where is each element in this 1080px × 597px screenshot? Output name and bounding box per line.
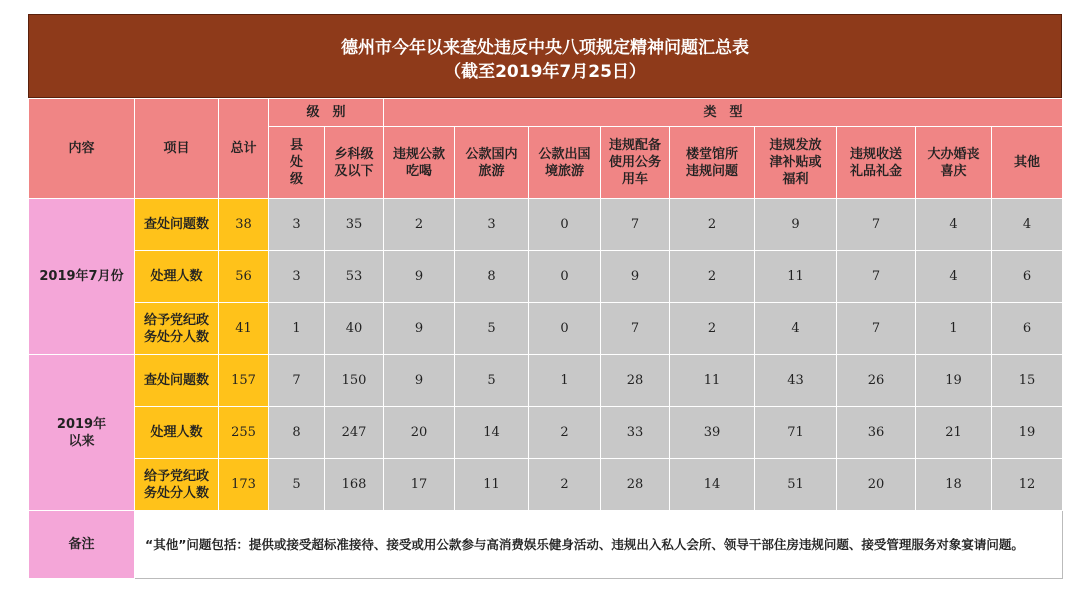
text-line: 查处问题数: [143, 373, 209, 388]
column-header: [529, 127, 601, 199]
row-item-label: [135, 355, 219, 407]
table-cell: 4: [992, 199, 1063, 251]
table-cell: 11: [670, 355, 755, 407]
note-label: 备注: [29, 511, 135, 579]
table-cell: 0: [529, 199, 601, 251]
text-line: 使用公务: [609, 155, 662, 170]
text-line: 公款国内: [465, 146, 518, 162]
text-line: 津补贴或: [769, 155, 822, 170]
table-cell: 7: [601, 303, 670, 355]
summary-table-container: [28, 14, 1062, 584]
text-line: 处理人数: [150, 425, 203, 440]
text-line: 以来: [68, 433, 95, 449]
text-line: 查处问题数: [143, 217, 209, 232]
table-row: [29, 407, 1063, 459]
table-cell: 3: [455, 199, 529, 251]
table-cell: 3: [269, 251, 325, 303]
row-total: 41: [219, 303, 269, 355]
text-line: 福利: [782, 172, 809, 187]
row-total: 173: [219, 459, 269, 511]
table-cell: 11: [455, 459, 529, 511]
table-cell: 0: [529, 303, 601, 355]
table-cell: 7: [601, 199, 670, 251]
table-cell: 7: [837, 199, 916, 251]
column-header: [916, 127, 992, 199]
column-header: [670, 127, 755, 199]
table-cell: 12: [992, 459, 1063, 511]
row-total: 255: [219, 407, 269, 459]
table-cell: 5: [269, 459, 325, 511]
table-cell: 20: [384, 407, 455, 459]
table-cell: 71: [755, 407, 837, 459]
table-cell: 168: [325, 459, 384, 511]
table-cell: 35: [325, 199, 384, 251]
table-cell: 9: [384, 355, 455, 407]
table-row: [29, 303, 1063, 355]
group-label: [29, 199, 135, 355]
column-header: [755, 127, 837, 199]
table-cell: 9: [755, 199, 837, 251]
table-cell: 15: [992, 355, 1063, 407]
row-total: 56: [219, 251, 269, 303]
text-line: 县: [289, 138, 303, 153]
table-cell: 2: [670, 199, 755, 251]
table-cell: 247: [325, 407, 384, 459]
column-header: [601, 127, 670, 199]
table-cell: 7: [837, 251, 916, 303]
table-cell: 150: [325, 355, 384, 407]
column-header: [384, 127, 455, 199]
table-cell: 3: [269, 199, 325, 251]
text-line: 大办婚丧: [927, 146, 980, 162]
text-line: 乡科级: [334, 146, 374, 162]
column-header: [992, 127, 1063, 199]
column-header: [325, 127, 384, 199]
column-header: [269, 127, 325, 199]
row-item-label: [135, 303, 219, 355]
text-line: 吃喝: [406, 163, 433, 179]
text-line: 违规公款: [393, 146, 446, 162]
table-cell: 4: [755, 303, 837, 355]
text-line: 违规发放: [769, 138, 822, 153]
table-cell: 18: [916, 459, 992, 511]
text-line: 2019年7月份: [39, 269, 124, 284]
table-cell: 2: [529, 459, 601, 511]
text-line: 境旅游: [545, 163, 585, 179]
text-line: 给予党纪政: [143, 468, 209, 484]
note-text: “其他”问题包括：提供或接受超标准接待、接受或用公款参与高消费娱乐健身活动、违规出入私人会所、领导干部住房违规问题、接受管理服务对象宴请问题。: [135, 511, 1063, 579]
table-body: [29, 99, 1063, 579]
text-line: 处理人数: [150, 269, 203, 284]
text-line: 旅游: [478, 163, 505, 179]
table-cell: 11: [755, 251, 837, 303]
table-cell: 21: [916, 407, 992, 459]
title-line-2: （截至2019年7月25日）: [444, 62, 646, 82]
table-cell: 2: [384, 199, 455, 251]
text-line: 礼品礼金: [850, 163, 903, 179]
header-row-1: [29, 99, 1063, 127]
table-cell: 8: [269, 407, 325, 459]
table-cell: 36: [837, 407, 916, 459]
title-line-1: 德州市今年以来查处违反中央八项规定精神问题汇总表: [341, 38, 749, 58]
text-line: 违规收送: [850, 146, 903, 162]
table-cell: 19: [916, 355, 992, 407]
table-cell: 4: [916, 199, 992, 251]
table-cell: 40: [325, 303, 384, 355]
row-item-label: [135, 407, 219, 459]
table-cell: 7: [269, 355, 325, 407]
table-cell: 6: [992, 251, 1063, 303]
text-line: 违规配备: [609, 138, 662, 153]
table-cell: 19: [992, 407, 1063, 459]
table-row: [29, 199, 1063, 251]
table-cell: 1: [269, 303, 325, 355]
note-row: [29, 511, 1063, 579]
table-cell: 9: [601, 251, 670, 303]
header-level-group: 级 别: [269, 99, 384, 127]
summary-table: [28, 98, 1063, 579]
row-item-label: [135, 459, 219, 511]
header-item: 项目: [135, 99, 219, 199]
table-cell: 7: [837, 303, 916, 355]
row-total: 38: [219, 199, 269, 251]
text-line: 级: [289, 172, 303, 187]
text-line: 喜庆: [940, 163, 967, 179]
header-type-group: 类 型: [384, 99, 1063, 127]
table-cell: 43: [755, 355, 837, 407]
text-line: 处: [289, 155, 303, 170]
table-cell: 1: [916, 303, 992, 355]
table-cell: 28: [601, 459, 670, 511]
text-line: 务处分人数: [143, 485, 209, 501]
text-line: 2019年: [56, 416, 107, 432]
table-cell: 14: [670, 459, 755, 511]
text-line: 给予党纪政: [143, 312, 209, 328]
table-cell: 51: [755, 459, 837, 511]
table-cell: 0: [529, 251, 601, 303]
row-total: 157: [219, 355, 269, 407]
table-cell: 26: [837, 355, 916, 407]
text-line: 及以下: [334, 163, 374, 179]
row-item-label: [135, 199, 219, 251]
header-content: 内容: [29, 99, 135, 199]
table-cell: 2: [529, 407, 601, 459]
group-label: [29, 355, 135, 511]
table-cell: 8: [455, 251, 529, 303]
text-line: 违规问题: [686, 163, 739, 179]
table-cell: 5: [455, 355, 529, 407]
text-line: 其他: [1014, 155, 1041, 170]
table-cell: 6: [992, 303, 1063, 355]
table-cell: 9: [384, 303, 455, 355]
table-cell: 39: [670, 407, 755, 459]
table-cell: 14: [455, 407, 529, 459]
table-cell: 2: [670, 303, 755, 355]
text-line: 务处分人数: [143, 329, 209, 345]
header-total: 总计: [219, 99, 269, 199]
table-cell: 1: [529, 355, 601, 407]
text-line: 公款出国: [538, 146, 591, 162]
table-cell: 20: [837, 459, 916, 511]
table-title: [28, 14, 1062, 98]
row-item-label: [135, 251, 219, 303]
table-row: [29, 459, 1063, 511]
table-cell: 28: [601, 355, 670, 407]
table-cell: 2: [670, 251, 755, 303]
column-header: [455, 127, 529, 199]
table-row: [29, 355, 1063, 407]
table-cell: 5: [455, 303, 529, 355]
table-cell: 17: [384, 459, 455, 511]
table-row: [29, 251, 1063, 303]
table-cell: 9: [384, 251, 455, 303]
column-header: [837, 127, 916, 199]
text-line: 用车: [622, 172, 649, 187]
table-cell: 33: [601, 407, 670, 459]
text-line: 楼堂馆所: [686, 146, 739, 162]
table-cell: 53: [325, 251, 384, 303]
table-cell: 4: [916, 251, 992, 303]
